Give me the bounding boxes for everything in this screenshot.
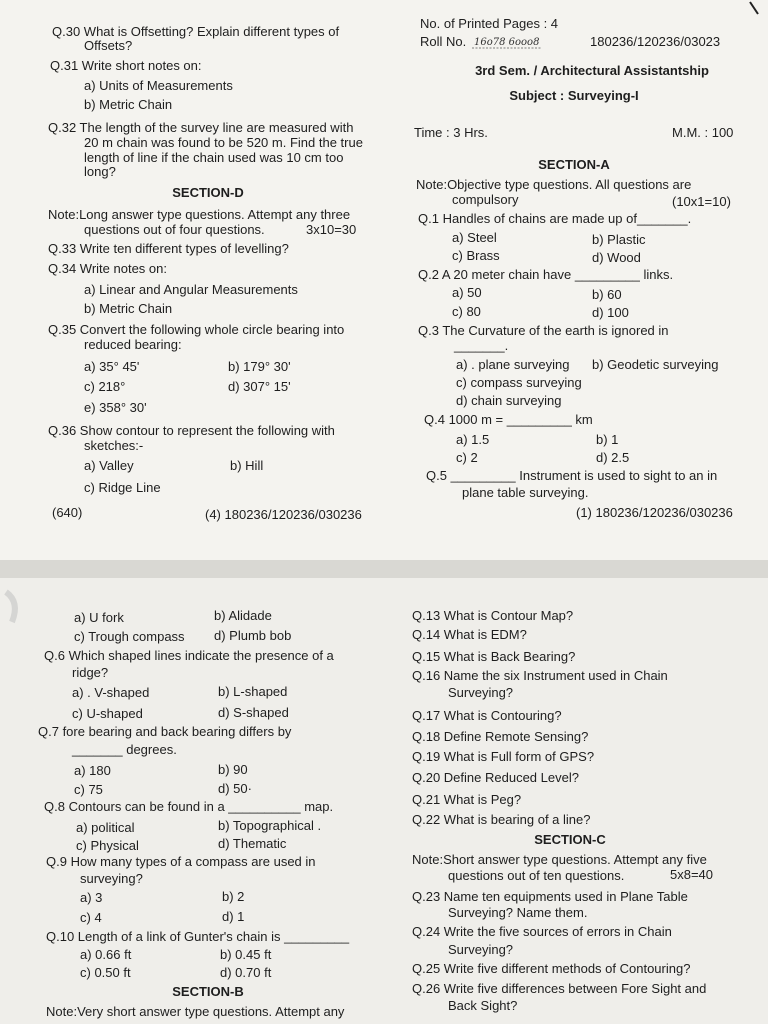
question-34: Q.34 Write notes on:	[48, 261, 167, 276]
question-34-b: b) Metric Chain	[84, 301, 173, 316]
question-1-b: b) Plastic	[592, 232, 646, 247]
question-36-line2: sketches:-	[84, 438, 144, 453]
question-5-a: a) U fork	[74, 610, 124, 625]
question-7-a: a) 180	[74, 763, 111, 778]
handwritten-roll-number: 16o78 6ooo8	[474, 37, 540, 48]
question-24-line2: Surveying?	[448, 942, 514, 957]
question-6-c: c) U-shaped	[72, 706, 143, 721]
question-3-d: d) chain surveying	[456, 393, 562, 408]
note-d-marks: 3x10=30	[306, 222, 357, 237]
question-20: Q.20 Define Reduced Level?	[412, 770, 579, 785]
question-5-b: b) Alidade	[214, 608, 272, 623]
question-32-line2: 20 m chain was found to be 520 m. Find the true	[84, 135, 363, 150]
footer-left-serial: (640)	[52, 505, 83, 520]
question-19: Q.19 What is Full form of GPS?	[412, 749, 595, 764]
question-5-line2: plane table surveying.	[462, 485, 589, 500]
subject-title: Subject : Surveying-I	[509, 88, 639, 103]
question-32-line3: length of line if the chain used was 10 cm too	[84, 150, 344, 165]
corner-mark	[740, 0, 768, 20]
question-26: Q.26 Write five differences between Fore Sight and	[412, 981, 707, 996]
question-6: Q.6 Which shaped lines indicate the presence of a	[44, 648, 334, 663]
note-b: Note:Very short answer type questions. Attempt any	[46, 1004, 345, 1019]
time-allowed: Time : 3 Hrs.	[414, 125, 488, 140]
question-17: Q.17 What is Contouring?	[412, 708, 562, 723]
question-1-a: a) Steel	[452, 230, 497, 245]
roll-no-label: Roll No.	[420, 34, 467, 49]
question-4-b: b) 1	[596, 432, 619, 447]
question-9-line2: surveying?	[80, 871, 143, 886]
question-6-b: b) L-shaped	[218, 684, 288, 699]
question-6-line2: ridge?	[72, 665, 109, 680]
question-32: Q.32 The length of the survey line are measured with	[48, 120, 354, 135]
page-gap	[0, 560, 768, 578]
roll-number-underline	[472, 46, 542, 50]
note-d: Note:Long answer type questions. Attempt any three	[48, 207, 351, 222]
question-4-d: d) 2.5	[596, 450, 630, 465]
question-3: Q.3 The Curvature of the earth is ignored in	[418, 323, 669, 338]
question-7-line2: _______ degrees.	[72, 742, 177, 757]
question-8-d: d) Thematic	[218, 836, 287, 851]
question-2-b: b) 60	[592, 287, 622, 302]
roll-code: 180236/120236/03023	[590, 34, 721, 49]
question-2: Q.2 A 20 meter chain have _________ links.	[418, 267, 674, 282]
question-30-cont: Offsets?	[84, 38, 133, 53]
question-16: Q.16 Name the six Instrument used in Chain	[412, 668, 668, 683]
question-6-d: d) S-shaped	[218, 705, 289, 720]
question-6-a: a) . V-shaped	[72, 685, 150, 700]
question-31-a: a) Units of Measurements	[84, 78, 233, 93]
question-25: Q.25 Write five different methods of Contouring?	[412, 961, 691, 976]
question-35: Q.35 Convert the following whole circle bearing into	[48, 322, 345, 337]
question-24: Q.24 Write the five sources of errors in Chain	[412, 924, 672, 939]
section-c-heading: SECTION-C	[534, 832, 606, 847]
question-31: Q.31 Write short notes on:	[50, 58, 202, 73]
note-d-line2: questions out of four questions.	[84, 222, 265, 237]
question-22: Q.22 What is bearing of a line?	[412, 812, 591, 827]
section-d-heading: SECTION-D	[172, 185, 244, 200]
question-35-b: b) 179° 30'	[228, 359, 291, 374]
question-2-a: a) 50	[452, 285, 482, 300]
section-b-heading: SECTION-B	[172, 984, 244, 999]
question-35-line2: reduced bearing:	[84, 337, 182, 352]
question-36-b: b) Hill	[230, 458, 264, 473]
question-8-c: c) Physical	[76, 838, 139, 853]
question-7-d: d) 50·	[218, 781, 252, 796]
question-2-c: c) 80	[452, 304, 481, 319]
question-7: Q.7 fore bearing and back bearing differs by	[38, 724, 292, 739]
question-35-e: e) 358° 30'	[84, 400, 147, 415]
question-15: Q.15 What is Back Bearing?	[412, 649, 576, 664]
question-9: Q.9 How many types of a compass are used in	[46, 854, 316, 869]
question-34-a: a) Linear and Angular Measurements	[84, 282, 298, 297]
question-5-d: d) Plumb bob	[214, 628, 292, 643]
question-1-c: c) Brass	[452, 248, 500, 263]
question-13: Q.13 What is Contour Map?	[412, 608, 574, 623]
bottom-sheet	[0, 578, 768, 1024]
question-4-a: a) 1.5	[456, 432, 490, 447]
note-a: Note:Objective type questions. All questions are	[416, 177, 692, 192]
question-36-c: c) Ridge Line	[84, 480, 161, 495]
question-5: Q.5 _________ Instrument is used to sight to an in	[426, 468, 718, 483]
question-9-d: d) 1	[222, 909, 245, 924]
question-14: Q.14 What is EDM?	[412, 627, 527, 642]
question-36-a: a) Valley	[84, 458, 134, 473]
question-4-c: c) 2	[456, 450, 478, 465]
question-31-b: b) Metric Chain	[84, 97, 173, 112]
question-35-c: c) 218°	[84, 379, 126, 394]
question-1: Q.1 Handles of chains are made up of_______.	[418, 211, 692, 226]
question-10: Q.10 Length of a link of Gunter's chain is _________	[46, 929, 350, 944]
question-30: Q.30 What is Offsetting? Explain different types of	[52, 24, 340, 39]
question-9-a: a) 3	[80, 890, 103, 905]
question-23-line2: Surveying? Name them.	[448, 905, 588, 920]
question-10-c: c) 0.50 ft	[80, 965, 131, 980]
question-26-line2: Back Sight?	[448, 998, 518, 1013]
question-35-a: a) 35° 45'	[84, 359, 140, 374]
question-7-c: c) 75	[74, 782, 103, 797]
question-36: Q.36 Show contour to represent the following with	[48, 423, 335, 438]
footer-right-page: (1) 180236/120236/030236	[576, 505, 733, 520]
question-23: Q.23 Name ten equipments used in Plane Table	[412, 889, 688, 904]
note-c-line2: questions out of ten questions.	[448, 868, 625, 883]
question-32-line4: long?	[84, 164, 116, 179]
question-7-b: b) 90	[218, 762, 248, 777]
max-marks: M.M. : 100	[672, 125, 734, 140]
question-3-a: a) . plane surveying	[456, 357, 570, 372]
printed-pages: No. of Printed Pages : 4	[420, 16, 559, 31]
note-c: Note:Short answer type questions. Attempt any five	[412, 852, 707, 867]
question-10-d: d) 0.70 ft	[220, 965, 272, 980]
semester-title: 3rd Sem. / Architectural Assistantship	[475, 63, 709, 78]
question-9-b: b) 2	[222, 889, 245, 904]
question-3-c: c) compass surveying	[456, 375, 582, 390]
question-8-b: b) Topographical .	[218, 818, 322, 833]
question-5-c: c) Trough compass	[74, 629, 185, 644]
footer-left-page: (4) 180236/120236/030236	[205, 507, 362, 522]
question-33: Q.33 Write ten different types of levelling?	[48, 241, 289, 256]
question-21: Q.21 What is Peg?	[412, 792, 522, 807]
question-10-b: b) 0.45 ft	[220, 947, 272, 962]
note-a-line2: compulsory	[452, 192, 519, 207]
note-c-marks: 5x8=40	[670, 867, 714, 882]
question-35-d: d) 307° 15'	[228, 379, 291, 394]
question-18: Q.18 Define Remote Sensing?	[412, 729, 589, 744]
question-10-a: a) 0.66 ft	[80, 947, 132, 962]
note-a-marks: (10x1=10)	[672, 194, 731, 209]
smudge-mark	[0, 588, 40, 628]
question-9-c: c) 4	[80, 910, 102, 925]
question-8: Q.8 Contours can be found in a __________ map.	[44, 799, 334, 814]
question-2-d: d) 100	[592, 305, 629, 320]
question-16-line2: Surveying?	[448, 685, 514, 700]
question-1-d: d) Wood	[592, 250, 641, 265]
question-3-blank: _______.	[454, 338, 509, 353]
question-8-a: a) political	[76, 820, 135, 835]
question-3-b: b) Geodetic surveying	[592, 357, 719, 372]
question-4: Q.4 1000 m = _________ km	[424, 412, 593, 427]
section-a-heading: SECTION-A	[538, 157, 610, 172]
